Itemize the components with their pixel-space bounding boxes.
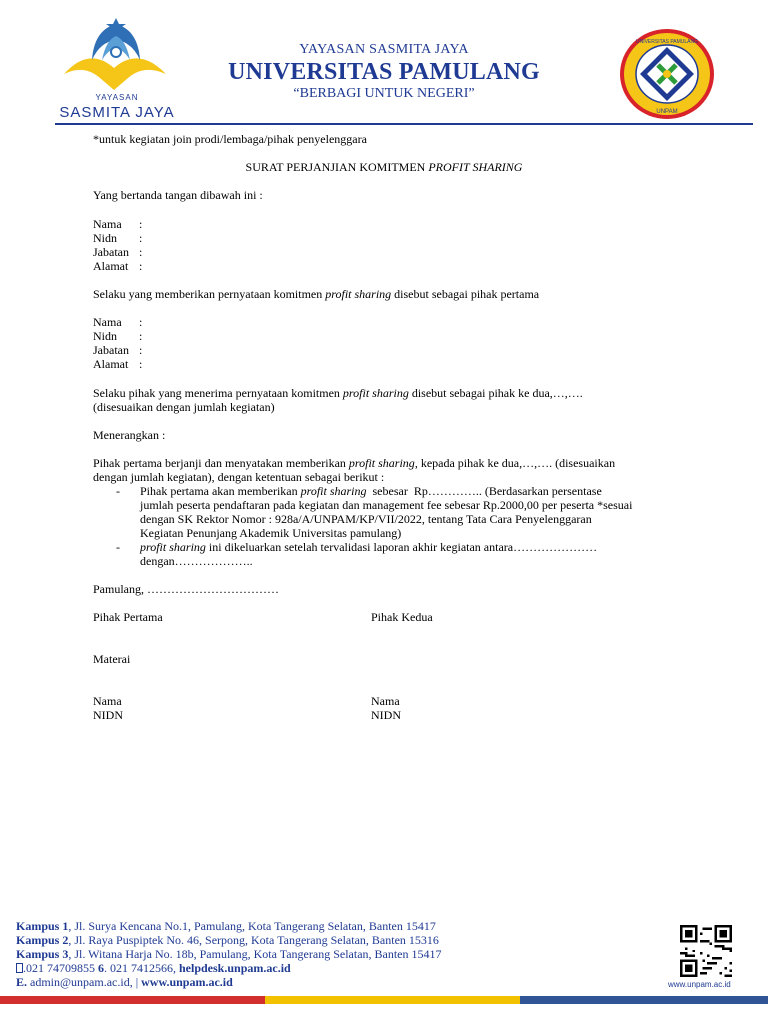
first-party-statement: Selaku yang memberikan pernyataan komitmen profit sharing disebut sebagai pihak pertama (93, 287, 540, 301)
field-colon: : (139, 315, 143, 329)
bar-yellow-segment (265, 996, 520, 1004)
unpam-seal-logo (618, 27, 716, 121)
intro-text: Yang bertanda tangan dibawah ini : (93, 188, 263, 202)
qr-code-icon (680, 925, 732, 977)
sign-right-title: Pihak Kedua (371, 610, 433, 624)
field-colon: : (139, 343, 143, 357)
foundation-name: YAYASAN SASMITA JAYA (299, 42, 469, 57)
field-colon: : (139, 217, 143, 231)
field-label: Nidn (93, 231, 117, 245)
field-label: Alamat (93, 357, 129, 371)
field-label: Nama (93, 217, 122, 231)
bar-blue-segment (520, 996, 768, 1004)
email-link[interactable]: admin@unpam.ac.id, | (27, 975, 142, 989)
field-label: Alamat (93, 259, 129, 273)
svg-text:UNIVERSITAS PAMULANG: UNIVERSITAS PAMULANG (635, 39, 699, 45)
field-label: Jabatan (93, 245, 129, 259)
bar-red-segment (0, 996, 265, 1004)
declare-heading: Menerangkan : (93, 428, 166, 442)
place-date: Pamulang, …………………………… (93, 582, 279, 596)
bullet-mark: - (116, 484, 120, 498)
sign-right-nidn: NIDN (371, 708, 401, 722)
svg-text:YAYASAN: YAYASAN (95, 93, 139, 102)
footer-campus-2: Kampus 2, Jl. Raya Puspiptek No. 46, Serpong, Kota Tangerang Selatan, Banten 15316 (16, 933, 439, 947)
footer-campus-3: Kampus 3, Jl. Witana Harja No. 18b, Pamulang, Kota Tangerang Selatan, Banten 15417 (16, 947, 442, 961)
second-party-statement: Selaku pihak yang menerima pernyataan komitmen profit sharing disebut sebagai pihak ke dua,…,…. (93, 386, 583, 400)
document-title: SURAT PERJANJIAN KOMITMEN PROFIT SHARING (245, 160, 523, 174)
bullet-1-line4: Kegiatan Penunjang Akademik Universitas pamulang) (140, 526, 402, 540)
helpdesk-link[interactable]: helpdesk.unpam.ac.id (179, 961, 291, 975)
sign-left-nidn: NIDN (93, 708, 123, 722)
field-colon: : (139, 245, 143, 259)
bullet-2: profit sharing ini dikeluarkan setelah tervalidasi laporan akhir kegiatan antara………………… (140, 540, 598, 554)
footer-campus-1: Kampus 1, Jl. Surya Kencana No.1, Pamulang, Kota Tangerang Selatan, Banten 15417 (16, 919, 436, 933)
field-label: Nama (93, 315, 122, 329)
university-name: UNIVERSITAS PAMULANG (228, 59, 540, 85)
bullet-mark: - (116, 540, 120, 554)
bullet-2-line2: dengan……………….. (140, 554, 253, 568)
field-colon: : (139, 231, 143, 245)
sign-left-name: Nama (93, 694, 122, 708)
qr-caption: www.unpam.ac.id (668, 980, 731, 989)
field-colon: : (139, 357, 143, 371)
field-colon: : (139, 259, 143, 273)
bullet-1-line2: jumlah peserta pendaftaran pada kegiatan dan management fee sebesar Rp.2000,00 per peserta *sesuai (140, 498, 633, 512)
bullet-1: Pihak pertama akan memberikan profit sharing sebesar Rp………….. (Berdasarkan persentase (140, 484, 602, 498)
footer-contact: .021 74709855 6. 021 7412566, helpdesk.unpam.ac.id (16, 961, 291, 975)
footer-email: E. admin@unpam.ac.id, | www.unpam.ac.id (16, 975, 233, 989)
join-note: *untuk kegiatan join prodi/lembaga/pihak penyelenggara (93, 132, 367, 146)
website-link[interactable]: www.unpam.ac.id (141, 975, 233, 989)
stamp-placeholder: Materai (93, 652, 131, 666)
second-party-note: (disesuaikan dengan jumlah kegiatan) (93, 400, 275, 414)
sign-right-name: Nama (371, 694, 400, 708)
field-colon: : (139, 329, 143, 343)
svg-text:SASMITA JAYA: SASMITA JAYA (59, 104, 175, 121)
bullet-1-line3: dengan SK Rektor Nomor : 928a/A/UNPAM/KP/VII/2022, tentang Tata Cara Penyelenggaran (140, 512, 592, 526)
sign-left-title: Pihak Pertama (93, 610, 163, 624)
field-label: Jabatan (93, 343, 129, 357)
header-rule (55, 123, 753, 125)
university-motto: “BERBAGI UNTUK NEGERI” (293, 86, 475, 101)
phone-icon (16, 963, 23, 973)
field-label: Nidn (93, 329, 117, 343)
agreement-paragraph-line2: dengan jumlah kegiatan), dengan ketentuan sebagai berikut : (93, 470, 385, 484)
fax-icon: 6 (98, 961, 104, 975)
footer-color-bar (0, 996, 768, 1004)
svg-text:UNPAM: UNPAM (656, 109, 678, 115)
agreement-paragraph: Pihak pertama berjanji dan menyatakan memberikan profit sharing, kepada pihak ke dua,…,…. (disesuaikan (93, 456, 616, 470)
